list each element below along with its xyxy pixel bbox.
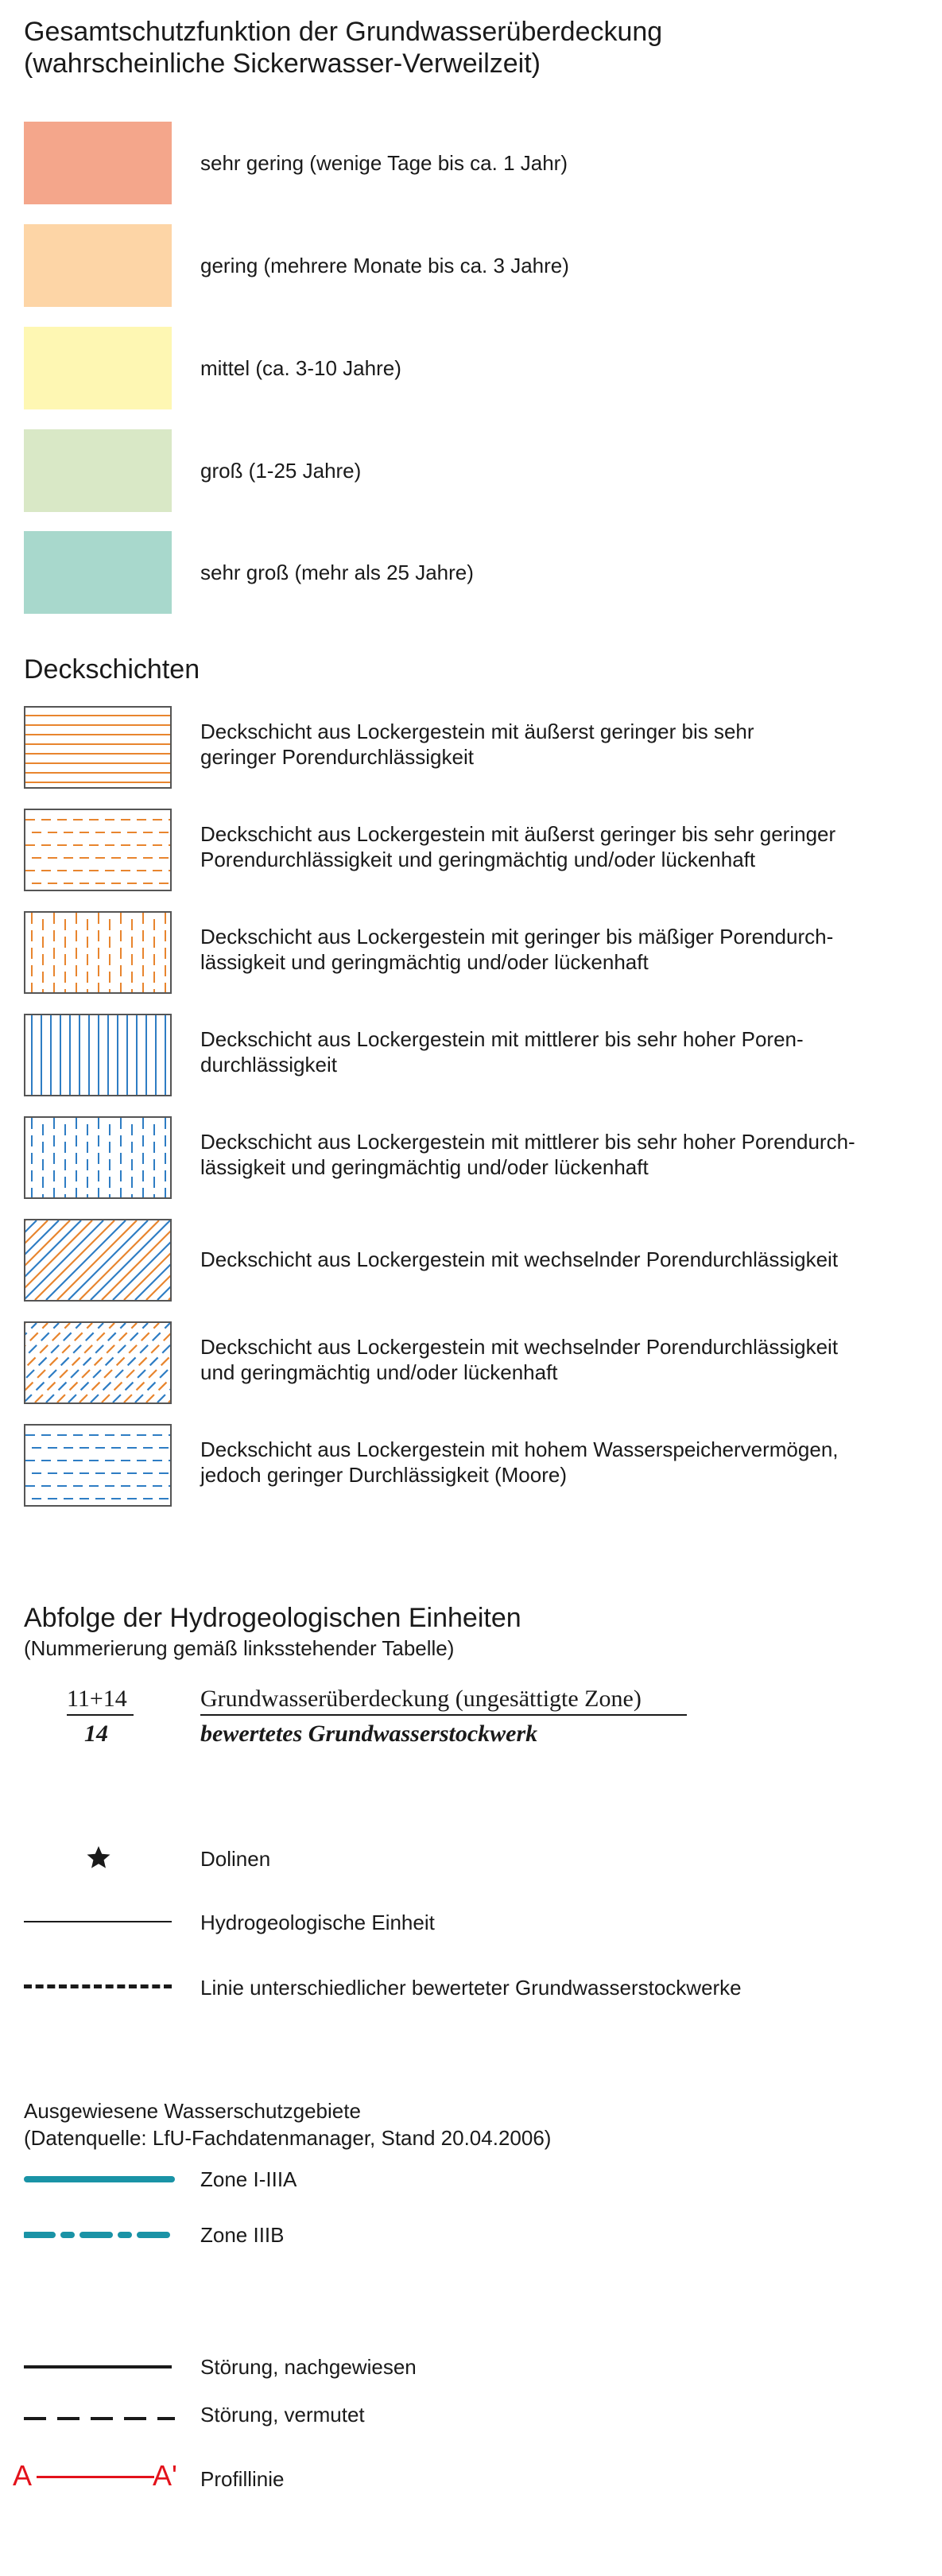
protection-swatch-very-high [24,531,172,614]
deckschicht-swatch-8 [24,1424,172,1507]
protection-label-very-low: sehr gering (wenige Tage bis ca. 1 Jahr) [200,151,568,175]
dolinen-label: Dolinen [200,1847,271,1871]
protection-swatch-high [24,429,172,512]
blue-dashed-horizontal-hatch [25,1426,170,1505]
deckschichten-title: Deckschichten [24,654,200,685]
deckschicht-label-1: Deckschicht aus Lockergestein mit äußerst geringer bis sehr geringer Porendurchlässigkeit [200,720,754,769]
protection-title-line1: Gesamtschutzfunktion der Grundwasserüberdeckung [24,17,663,47]
deckschicht-label-5: Deckschicht aus Lockergestein mit mittlerer bis sehr hoher Porendurch- lässigkeit und geringmächtig und/oder lückenhaft [200,1130,855,1179]
fault-suspected-line [24,2411,175,2415]
protection-label-very-high: sehr groß (mehr als 25 Jahre) [200,561,474,584]
star-icon [86,1845,111,1870]
deckschicht-label-7: Deckschicht aus Lockergestein mit wechselnder Porendurchlässigkeit und geringmächtig und/oder lückenhaft [200,1335,839,1384]
zone-iiib-label: Zone IIIB [200,2223,285,2247]
hydrogeologic-unit-label: Hydrogeologische Einheit [200,1911,435,1934]
deckschicht-label-2: Deckschicht aus Lockergestein mit äußerst geringer bis sehr geringer Porendurchlässigkeit und geringmächtig und/oder lückenhaft [200,822,836,871]
profile-connector-line [37,2476,154,2478]
protection-label-low: gering (mehrere Monate bis ca. 3 Jahre) [200,254,569,277]
deckschicht-swatch-6 [24,1219,172,1302]
fraction-bottom: 14 [84,1721,108,1747]
protection-label-high: groß (1-25 Jahre) [200,459,362,483]
fault-suspected-label: Störung, vermutet [200,2403,365,2427]
deckschicht-label-3: Deckschicht aus Lockergestein mit geringer bis mäßiger Porendurch- lässigkeit und geringmächtig und/oder lückenhaft [200,925,834,974]
protection-swatch-very-low [24,122,172,204]
deckschicht-swatch-1 [24,706,172,789]
fraction-top: 11+14 [67,1686,127,1712]
blue-dashed-vertical-hatch [25,1118,170,1197]
protection-zones-title: Ausgewiesene Wasserschutzgebiete (Datenquelle: LfU-Fachdatenmanager, Stand 20.04.2006) [24,2099,552,2150]
zone-i-iiia-line [24,2176,175,2182]
deckschicht-swatch-3 [24,911,172,994]
profile-line-symbol [13,2458,183,2493]
orange-blue-diagonal-hatch [25,1220,170,1300]
deckschicht-label-4: Deckschicht aus Lockergestein mit mittlerer bis sehr hoher Poren- durchlässigkeit [200,1027,804,1077]
protection-title [24,16,914,80]
deckschicht-swatch-7 [24,1321,172,1404]
units-bottom-text: bewertetes Grundwasserstockwerk [200,1721,538,1747]
deckschicht-swatch-4 [24,1014,172,1096]
orange-dashed-vertical-hatch [25,913,170,992]
orange-dashed-horizontal-hatch [25,810,170,890]
protection-label-medium: mittel (ca. 3-10 Jahre) [200,356,401,380]
profile-line-label: Profillinie [200,2467,285,2491]
orange-horizontal-hatch [25,708,170,787]
zone-i-iiia-label: Zone I-IIIA [200,2167,297,2191]
units-subtitle: (Nummerierung gemäß linksstehender Tabelle) [24,1636,455,1660]
protection-swatch-medium [24,327,172,409]
units-title: Abfolge der Hydrogeologischen Einheiten [24,1603,521,1633]
deckschicht-label-8: Deckschicht aus Lockergestein mit hohem Wasserspeichervermögen, jedoch geringer Durchlässigkeit (Moore) [200,1437,839,1487]
groundwater-boundary-line [24,1984,172,1988]
deckschicht-swatch-2 [24,809,172,891]
hydrogeologic-unit-line [24,1921,172,1922]
groundwater-boundary-label: Linie unterschiedlicher bewerteter Grundwasserstockwerke [200,1976,742,2000]
orange-blue-dashed-diagonal-hatch [25,1323,170,1402]
protection-title-line2: (wahrscheinliche Sickerwasser-Verweilzeit) [24,48,541,79]
profile-end-label: A' [153,2459,177,2492]
blue-vertical-hatch [25,1015,170,1095]
deckschicht-label-6: Deckschicht aus Lockergestein mit wechselnder Porendurchlässigkeit [200,1247,839,1271]
zone-iiib-line [24,2229,175,2237]
profile-start-label: A [13,2459,33,2492]
fault-proven-label: Störung, nachgewiesen [200,2355,417,2379]
units-text-bar [200,1714,687,1716]
fault-proven-line [24,2365,172,2368]
fraction-bar [67,1714,134,1716]
protection-swatch-low [24,224,172,307]
units-top-text: Grundwasserüberdeckung (ungesättigte Zone) [200,1686,642,1712]
deckschicht-swatch-5 [24,1116,172,1199]
